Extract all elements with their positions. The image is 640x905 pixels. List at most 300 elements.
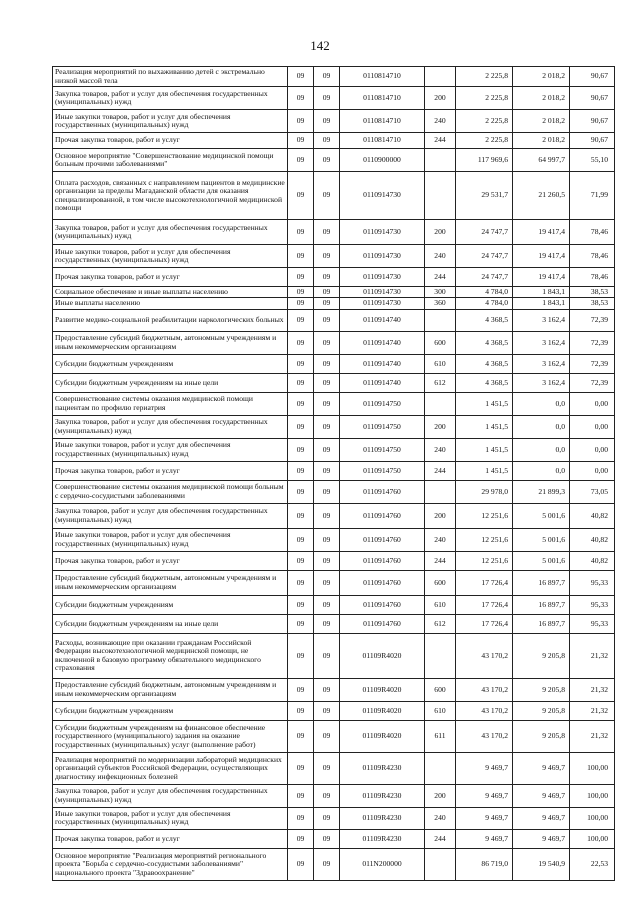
cell-expense-type xyxy=(425,392,456,415)
cell-execution-percent: 72,39 xyxy=(570,331,615,354)
cell-execution-percent: 21,32 xyxy=(570,633,615,678)
cell-target-article: 0110914740 xyxy=(340,373,425,392)
cell-name: Основное мероприятие "Совершенствование медицинской помощи больным прочими заболеваниями" xyxy=(53,149,288,172)
cell-executed-amount: 19 417,4 xyxy=(513,268,570,287)
cell-section: 09 xyxy=(288,245,314,268)
cell-name: Расходы, возникающие при оказании гражданам Российской Федерации высокотехнологичной медицинской помощи, не включенной в базовую программу обязательного медицинского страхования xyxy=(53,633,288,678)
cell-target-article: 01109R4230 xyxy=(340,829,425,848)
cell-executed-amount: 16 897,7 xyxy=(513,595,570,614)
cell-expense-type xyxy=(425,172,456,220)
cell-target-article: 0110814710 xyxy=(340,110,425,133)
table-row xyxy=(53,110,615,133)
cell-execution-percent: 100,00 xyxy=(570,752,615,784)
cell-subsection: 09 xyxy=(314,392,340,415)
cell-executed-amount: 21 260,5 xyxy=(513,172,570,220)
cell-name: Закупка товаров, работ и услуг для обеспечения государственных (муниципальных) нужд xyxy=(53,415,288,438)
cell-name: Прочая закупка товаров, работ и услуг xyxy=(53,551,288,570)
cell-name: Иные выплаты населению xyxy=(53,298,288,309)
cell-execution-percent: 72,39 xyxy=(570,373,615,392)
cell-name: Реализация мероприятий по выхаживанию детей с экстремально низкой массой тела xyxy=(53,67,288,87)
cell-subsection: 09 xyxy=(314,245,340,268)
cell-name: Иные закупки товаров, работ и услуг для обеспечения государственных (муниципальных) нужд xyxy=(53,438,288,461)
table-body xyxy=(53,67,615,881)
cell-execution-percent: 100,00 xyxy=(570,784,615,807)
cell-approved-amount: 17 726,4 xyxy=(456,614,513,633)
cell-target-article: 01109R4020 xyxy=(340,633,425,678)
cell-expense-type xyxy=(425,149,456,172)
cell-section: 09 xyxy=(288,172,314,220)
table-row xyxy=(53,354,615,373)
table-row xyxy=(53,528,615,551)
table-row xyxy=(53,784,615,807)
cell-name: Предоставление субсидий бюджетным, автономным учреждениям и иным некоммерческим организациям xyxy=(53,678,288,701)
cell-expense-type: 244 xyxy=(425,461,456,480)
cell-subsection: 09 xyxy=(314,133,340,149)
cell-expense-type: 240 xyxy=(425,528,456,551)
table-row xyxy=(53,298,615,309)
cell-subsection: 09 xyxy=(314,720,340,752)
cell-target-article: 0110814710 xyxy=(340,67,425,87)
cell-section: 09 xyxy=(288,595,314,614)
cell-execution-percent: 55,10 xyxy=(570,149,615,172)
cell-subsection: 09 xyxy=(314,678,340,701)
cell-target-article: 0110914730 xyxy=(340,245,425,268)
cell-subsection: 09 xyxy=(314,551,340,570)
cell-section: 09 xyxy=(288,392,314,415)
cell-subsection: 09 xyxy=(314,110,340,133)
cell-executed-amount: 0,0 xyxy=(513,461,570,480)
cell-target-article: 0110914750 xyxy=(340,438,425,461)
cell-execution-percent: 40,82 xyxy=(570,503,615,528)
table-row xyxy=(53,614,615,633)
cell-name: Субсидии бюджетным учреждениям xyxy=(53,701,288,720)
cell-expense-type xyxy=(425,67,456,87)
cell-expense-type: 200 xyxy=(425,503,456,528)
cell-subsection: 09 xyxy=(314,438,340,461)
cell-target-article: 0110914740 xyxy=(340,331,425,354)
cell-section: 09 xyxy=(288,807,314,829)
cell-target-article: 0110900000 xyxy=(340,149,425,172)
cell-executed-amount: 9 205,8 xyxy=(513,678,570,701)
cell-name: Иные закупки товаров, работ и услуг для обеспечения государственных (муниципальных) нужд xyxy=(53,110,288,133)
cell-name: Иные закупки товаров, работ и услуг для обеспечения государственных (муниципальных) нужд xyxy=(53,528,288,551)
table-row xyxy=(53,87,615,110)
table-row xyxy=(53,309,615,331)
cell-executed-amount: 5 001,6 xyxy=(513,551,570,570)
cell-approved-amount: 24 747,7 xyxy=(456,220,513,245)
cell-executed-amount: 19 417,4 xyxy=(513,220,570,245)
cell-section: 09 xyxy=(288,149,314,172)
cell-section: 09 xyxy=(288,67,314,87)
cell-name: Субсидии бюджетным учреждениям xyxy=(53,595,288,614)
table-row xyxy=(53,331,615,354)
cell-target-article: 0110914760 xyxy=(340,614,425,633)
table-row xyxy=(53,373,615,392)
cell-subsection: 09 xyxy=(314,503,340,528)
cell-executed-amount: 0,0 xyxy=(513,438,570,461)
cell-target-article: 01109R4020 xyxy=(340,678,425,701)
cell-subsection: 09 xyxy=(314,752,340,784)
cell-approved-amount: 4 784,0 xyxy=(456,287,513,298)
cell-execution-percent: 95,33 xyxy=(570,595,615,614)
cell-approved-amount: 12 251,6 xyxy=(456,528,513,551)
cell-executed-amount: 9 205,8 xyxy=(513,720,570,752)
cell-name: Субсидии бюджетным учреждениям xyxy=(53,354,288,373)
cell-expense-type xyxy=(425,309,456,331)
cell-subsection: 09 xyxy=(314,614,340,633)
cell-subsection: 09 xyxy=(314,149,340,172)
cell-approved-amount: 43 170,2 xyxy=(456,678,513,701)
cell-subsection: 09 xyxy=(314,480,340,503)
cell-subsection: 09 xyxy=(314,220,340,245)
table-row xyxy=(53,595,615,614)
cell-section: 09 xyxy=(288,438,314,461)
cell-section: 09 xyxy=(288,220,314,245)
cell-executed-amount: 3 162,4 xyxy=(513,331,570,354)
cell-execution-percent: 95,33 xyxy=(570,614,615,633)
cell-approved-amount: 86 719,0 xyxy=(456,848,513,880)
cell-expense-type: 611 xyxy=(425,720,456,752)
table-row xyxy=(53,551,615,570)
table-row xyxy=(53,829,615,848)
cell-section: 09 xyxy=(288,309,314,331)
cell-section: 09 xyxy=(288,298,314,309)
cell-expense-type xyxy=(425,848,456,880)
cell-name: Иные закупки товаров, работ и услуг для обеспечения государственных (муниципальных) нужд xyxy=(53,807,288,829)
cell-executed-amount: 5 001,6 xyxy=(513,528,570,551)
cell-target-article: 0110914750 xyxy=(340,461,425,480)
cell-target-article: 0110914750 xyxy=(340,415,425,438)
cell-section: 09 xyxy=(288,133,314,149)
cell-subsection: 09 xyxy=(314,67,340,87)
cell-subsection: 09 xyxy=(314,570,340,595)
cell-executed-amount: 19 417,4 xyxy=(513,245,570,268)
table-row xyxy=(53,149,615,172)
table-row xyxy=(53,172,615,220)
cell-target-article: 0110914730 xyxy=(340,268,425,287)
cell-expense-type: 240 xyxy=(425,438,456,461)
cell-approved-amount: 4 368,5 xyxy=(456,373,513,392)
cell-expense-type: 610 xyxy=(425,701,456,720)
cell-executed-amount: 1 843,1 xyxy=(513,298,570,309)
cell-target-article: 0110914730 xyxy=(340,287,425,298)
cell-expense-type: 360 xyxy=(425,298,456,309)
cell-target-article: 0110914740 xyxy=(340,354,425,373)
cell-expense-type: 244 xyxy=(425,551,456,570)
cell-execution-percent: 90,67 xyxy=(570,67,615,87)
cell-expense-type: 612 xyxy=(425,614,456,633)
cell-name: Совершенствование системы оказания медицинской помощи пациентам по профилю гериатрия xyxy=(53,392,288,415)
cell-name: Субсидии бюджетным учреждениям на иные цели xyxy=(53,614,288,633)
cell-expense-type: 300 xyxy=(425,287,456,298)
table-row xyxy=(53,678,615,701)
cell-executed-amount: 3 162,4 xyxy=(513,354,570,373)
cell-section: 09 xyxy=(288,287,314,298)
table-row xyxy=(53,720,615,752)
cell-executed-amount: 5 001,6 xyxy=(513,503,570,528)
cell-section: 09 xyxy=(288,528,314,551)
cell-name: Прочая закупка товаров, работ и услуг xyxy=(53,829,288,848)
cell-executed-amount: 2 018,2 xyxy=(513,133,570,149)
table-row xyxy=(53,480,615,503)
cell-section: 09 xyxy=(288,503,314,528)
table-row xyxy=(53,415,615,438)
cell-subsection: 09 xyxy=(314,848,340,880)
cell-expense-type: 240 xyxy=(425,807,456,829)
table-row xyxy=(53,461,615,480)
table-row xyxy=(53,133,615,149)
cell-section: 09 xyxy=(288,829,314,848)
cell-subsection: 09 xyxy=(314,287,340,298)
cell-expense-type xyxy=(425,752,456,784)
cell-execution-percent: 72,39 xyxy=(570,309,615,331)
table-row xyxy=(53,287,615,298)
cell-expense-type: 240 xyxy=(425,245,456,268)
cell-section: 09 xyxy=(288,784,314,807)
cell-section: 09 xyxy=(288,701,314,720)
table-row xyxy=(53,438,615,461)
cell-expense-type: 610 xyxy=(425,354,456,373)
cell-target-article: 0110914730 xyxy=(340,172,425,220)
cell-executed-amount: 21 899,3 xyxy=(513,480,570,503)
cell-subsection: 09 xyxy=(314,298,340,309)
cell-approved-amount: 2 225,8 xyxy=(456,87,513,110)
cell-expense-type: 600 xyxy=(425,331,456,354)
cell-executed-amount: 2 018,2 xyxy=(513,87,570,110)
budget-execution-table xyxy=(52,66,615,881)
cell-name: Иные закупки товаров, работ и услуг для обеспечения государственных (муниципальных) нужд xyxy=(53,245,288,268)
cell-executed-amount: 9 469,7 xyxy=(513,807,570,829)
cell-approved-amount: 9 469,7 xyxy=(456,752,513,784)
cell-target-article: 0110914760 xyxy=(340,528,425,551)
cell-name: Закупка товаров, работ и услуг для обеспечения государственных (муниципальных) нужд xyxy=(53,503,288,528)
cell-expense-type: 244 xyxy=(425,268,456,287)
cell-execution-percent: 71,99 xyxy=(570,172,615,220)
cell-target-article: 0110914730 xyxy=(340,298,425,309)
cell-execution-percent: 95,33 xyxy=(570,570,615,595)
cell-target-article: 01109R4020 xyxy=(340,701,425,720)
cell-executed-amount: 0,0 xyxy=(513,415,570,438)
page-number: 142 xyxy=(310,38,330,53)
cell-target-article: 0110914760 xyxy=(340,595,425,614)
cell-section: 09 xyxy=(288,480,314,503)
cell-subsection: 09 xyxy=(314,633,340,678)
cell-section: 09 xyxy=(288,678,314,701)
cell-target-article: 01109R4230 xyxy=(340,752,425,784)
cell-target-article: 01109R4230 xyxy=(340,807,425,829)
cell-approved-amount: 2 225,8 xyxy=(456,67,513,87)
cell-approved-amount: 2 225,8 xyxy=(456,133,513,149)
cell-execution-percent: 100,00 xyxy=(570,829,615,848)
cell-expense-type: 200 xyxy=(425,220,456,245)
table-row xyxy=(53,67,615,87)
cell-target-article: 01109R4230 xyxy=(340,784,425,807)
cell-execution-percent: 22,53 xyxy=(570,848,615,880)
cell-expense-type: 200 xyxy=(425,87,456,110)
cell-approved-amount: 43 170,2 xyxy=(456,701,513,720)
cell-expense-type: 240 xyxy=(425,110,456,133)
cell-name: Закупка товаров, работ и услуг для обеспечения государственных (муниципальных) нужд xyxy=(53,87,288,110)
cell-section: 09 xyxy=(288,354,314,373)
cell-section: 09 xyxy=(288,570,314,595)
cell-expense-type: 612 xyxy=(425,373,456,392)
cell-execution-percent: 0,00 xyxy=(570,461,615,480)
cell-execution-percent: 0,00 xyxy=(570,438,615,461)
cell-subsection: 09 xyxy=(314,415,340,438)
cell-name: Совершенствование системы оказания медицинской помощи больным с сердечно-сосудистыми заболеваниями xyxy=(53,480,288,503)
cell-section: 09 xyxy=(288,331,314,354)
cell-target-article: 0110814710 xyxy=(340,133,425,149)
cell-expense-type: 244 xyxy=(425,133,456,149)
cell-name: Социальное обеспечение и иные выплаты населению xyxy=(53,287,288,298)
cell-target-article: 0110914760 xyxy=(340,503,425,528)
cell-target-article: 0110914750 xyxy=(340,392,425,415)
table-row xyxy=(53,570,615,595)
cell-executed-amount: 1 843,1 xyxy=(513,287,570,298)
cell-executed-amount: 9 469,7 xyxy=(513,829,570,848)
cell-approved-amount: 17 726,4 xyxy=(456,595,513,614)
cell-subsection: 09 xyxy=(314,701,340,720)
table-row xyxy=(53,633,615,678)
cell-name: Субсидии бюджетным учреждениям на иные цели xyxy=(53,373,288,392)
cell-section: 09 xyxy=(288,87,314,110)
table-row xyxy=(53,245,615,268)
cell-subsection: 09 xyxy=(314,87,340,110)
cell-target-article: 0110914730 xyxy=(340,220,425,245)
cell-target-article: 0110914760 xyxy=(340,551,425,570)
cell-approved-amount: 43 170,2 xyxy=(456,720,513,752)
cell-execution-percent: 90,67 xyxy=(570,87,615,110)
cell-section: 09 xyxy=(288,110,314,133)
cell-approved-amount: 9 469,7 xyxy=(456,784,513,807)
cell-expense-type: 600 xyxy=(425,678,456,701)
cell-subsection: 09 xyxy=(314,354,340,373)
cell-name: Прочая закупка товаров, работ и услуг xyxy=(53,461,288,480)
cell-execution-percent: 38,53 xyxy=(570,287,615,298)
cell-approved-amount: 2 225,8 xyxy=(456,110,513,133)
cell-approved-amount: 24 747,7 xyxy=(456,268,513,287)
cell-approved-amount: 29 978,0 xyxy=(456,480,513,503)
cell-expense-type xyxy=(425,480,456,503)
cell-execution-percent: 78,46 xyxy=(570,220,615,245)
cell-approved-amount: 12 251,6 xyxy=(456,503,513,528)
cell-executed-amount: 9 205,8 xyxy=(513,633,570,678)
cell-approved-amount: 24 747,7 xyxy=(456,245,513,268)
cell-name: Основное мероприятие "Реализация мероприятий регионального проекта "Борьба с сердечно-сосудистыми заболеваниями" национального проекта "Здравоохранение" xyxy=(53,848,288,880)
cell-name: Развитие медико-социальной реабилитации наркологических больных xyxy=(53,309,288,331)
cell-section: 09 xyxy=(288,848,314,880)
cell-execution-percent: 90,67 xyxy=(570,133,615,149)
cell-expense-type: 600 xyxy=(425,570,456,595)
cell-execution-percent: 40,82 xyxy=(570,528,615,551)
cell-executed-amount: 9 469,7 xyxy=(513,784,570,807)
cell-target-article: 0110914740 xyxy=(340,309,425,331)
cell-executed-amount: 3 162,4 xyxy=(513,309,570,331)
cell-approved-amount: 1 451,5 xyxy=(456,461,513,480)
cell-executed-amount: 64 997,7 xyxy=(513,149,570,172)
cell-execution-percent: 21,32 xyxy=(570,720,615,752)
cell-subsection: 09 xyxy=(314,528,340,551)
cell-subsection: 09 xyxy=(314,784,340,807)
table-row xyxy=(53,848,615,880)
cell-execution-percent: 90,67 xyxy=(570,110,615,133)
cell-section: 09 xyxy=(288,720,314,752)
cell-section: 09 xyxy=(288,268,314,287)
cell-approved-amount: 117 969,6 xyxy=(456,149,513,172)
cell-executed-amount: 16 897,7 xyxy=(513,614,570,633)
cell-subsection: 09 xyxy=(314,268,340,287)
cell-executed-amount: 9 205,8 xyxy=(513,701,570,720)
cell-subsection: 09 xyxy=(314,829,340,848)
cell-target-article: 01109R4020 xyxy=(340,720,425,752)
cell-name: Реализация мероприятий по модернизации лабораторий медицинских организаций субъектов Российской Федерации, осуществляющих диагностику инфекционных болезней xyxy=(53,752,288,784)
cell-section: 09 xyxy=(288,614,314,633)
cell-approved-amount: 4 368,5 xyxy=(456,309,513,331)
cell-approved-amount: 1 451,5 xyxy=(456,438,513,461)
cell-section: 09 xyxy=(288,551,314,570)
cell-executed-amount: 2 018,2 xyxy=(513,110,570,133)
cell-expense-type xyxy=(425,633,456,678)
cell-name: Предоставление субсидий бюджетным, автономным учреждениям и иным некоммерческим организациям xyxy=(53,570,288,595)
cell-target-article: 0110914760 xyxy=(340,570,425,595)
cell-name: Прочая закупка товаров, работ и услуг xyxy=(53,268,288,287)
cell-execution-percent: 100,00 xyxy=(570,807,615,829)
cell-section: 09 xyxy=(288,373,314,392)
cell-name: Оплата расходов, связанных с направлением пациентов в медицинские организации за пределы Магаданской области для оказания специализированной, в том числе высокотехнологичной медицинской помощи xyxy=(53,172,288,220)
cell-target-article: 0110914760 xyxy=(340,480,425,503)
cell-approved-amount: 43 170,2 xyxy=(456,633,513,678)
cell-expense-type: 244 xyxy=(425,829,456,848)
cell-subsection: 09 xyxy=(314,373,340,392)
cell-execution-percent: 21,32 xyxy=(570,701,615,720)
cell-execution-percent: 0,00 xyxy=(570,415,615,438)
cell-approved-amount: 9 469,7 xyxy=(456,829,513,848)
cell-subsection: 09 xyxy=(314,461,340,480)
cell-executed-amount: 0,0 xyxy=(513,392,570,415)
cell-subsection: 09 xyxy=(314,331,340,354)
cell-name: Субсидии бюджетным учреждениям на финансовое обеспечение государственного (муниципального) задания на оказание государственных (муниципальных) услуг (выполнение работ) xyxy=(53,720,288,752)
cell-approved-amount: 4 368,5 xyxy=(456,331,513,354)
table-row xyxy=(53,268,615,287)
cell-execution-percent: 21,32 xyxy=(570,678,615,701)
cell-execution-percent: 78,46 xyxy=(570,245,615,268)
cell-execution-percent: 73,05 xyxy=(570,480,615,503)
cell-approved-amount: 4 784,0 xyxy=(456,298,513,309)
table-row xyxy=(53,503,615,528)
cell-approved-amount: 29 531,7 xyxy=(456,172,513,220)
cell-name: Закупка товаров, работ и услуг для обеспечения государственных (муниципальных) нужд xyxy=(53,220,288,245)
cell-executed-amount: 3 162,4 xyxy=(513,373,570,392)
table-row xyxy=(53,752,615,784)
cell-name: Закупка товаров, работ и услуг для обеспечения государственных (муниципальных) нужд xyxy=(53,784,288,807)
table-row xyxy=(53,807,615,829)
cell-execution-percent: 38,53 xyxy=(570,298,615,309)
cell-expense-type: 610 xyxy=(425,595,456,614)
cell-approved-amount: 1 451,5 xyxy=(456,415,513,438)
cell-name: Предоставление субсидий бюджетным, автономным учреждениям и иным некоммерческим организациям xyxy=(53,331,288,354)
cell-execution-percent: 0,00 xyxy=(570,392,615,415)
cell-executed-amount: 2 018,2 xyxy=(513,67,570,87)
cell-section: 09 xyxy=(288,752,314,784)
cell-name: Прочая закупка товаров, работ и услуг xyxy=(53,133,288,149)
cell-section: 09 xyxy=(288,461,314,480)
cell-execution-percent: 78,46 xyxy=(570,268,615,287)
table-row xyxy=(53,220,615,245)
cell-approved-amount: 12 251,6 xyxy=(456,551,513,570)
cell-executed-amount: 9 469,7 xyxy=(513,752,570,784)
cell-approved-amount: 1 451,5 xyxy=(456,392,513,415)
cell-subsection: 09 xyxy=(314,595,340,614)
